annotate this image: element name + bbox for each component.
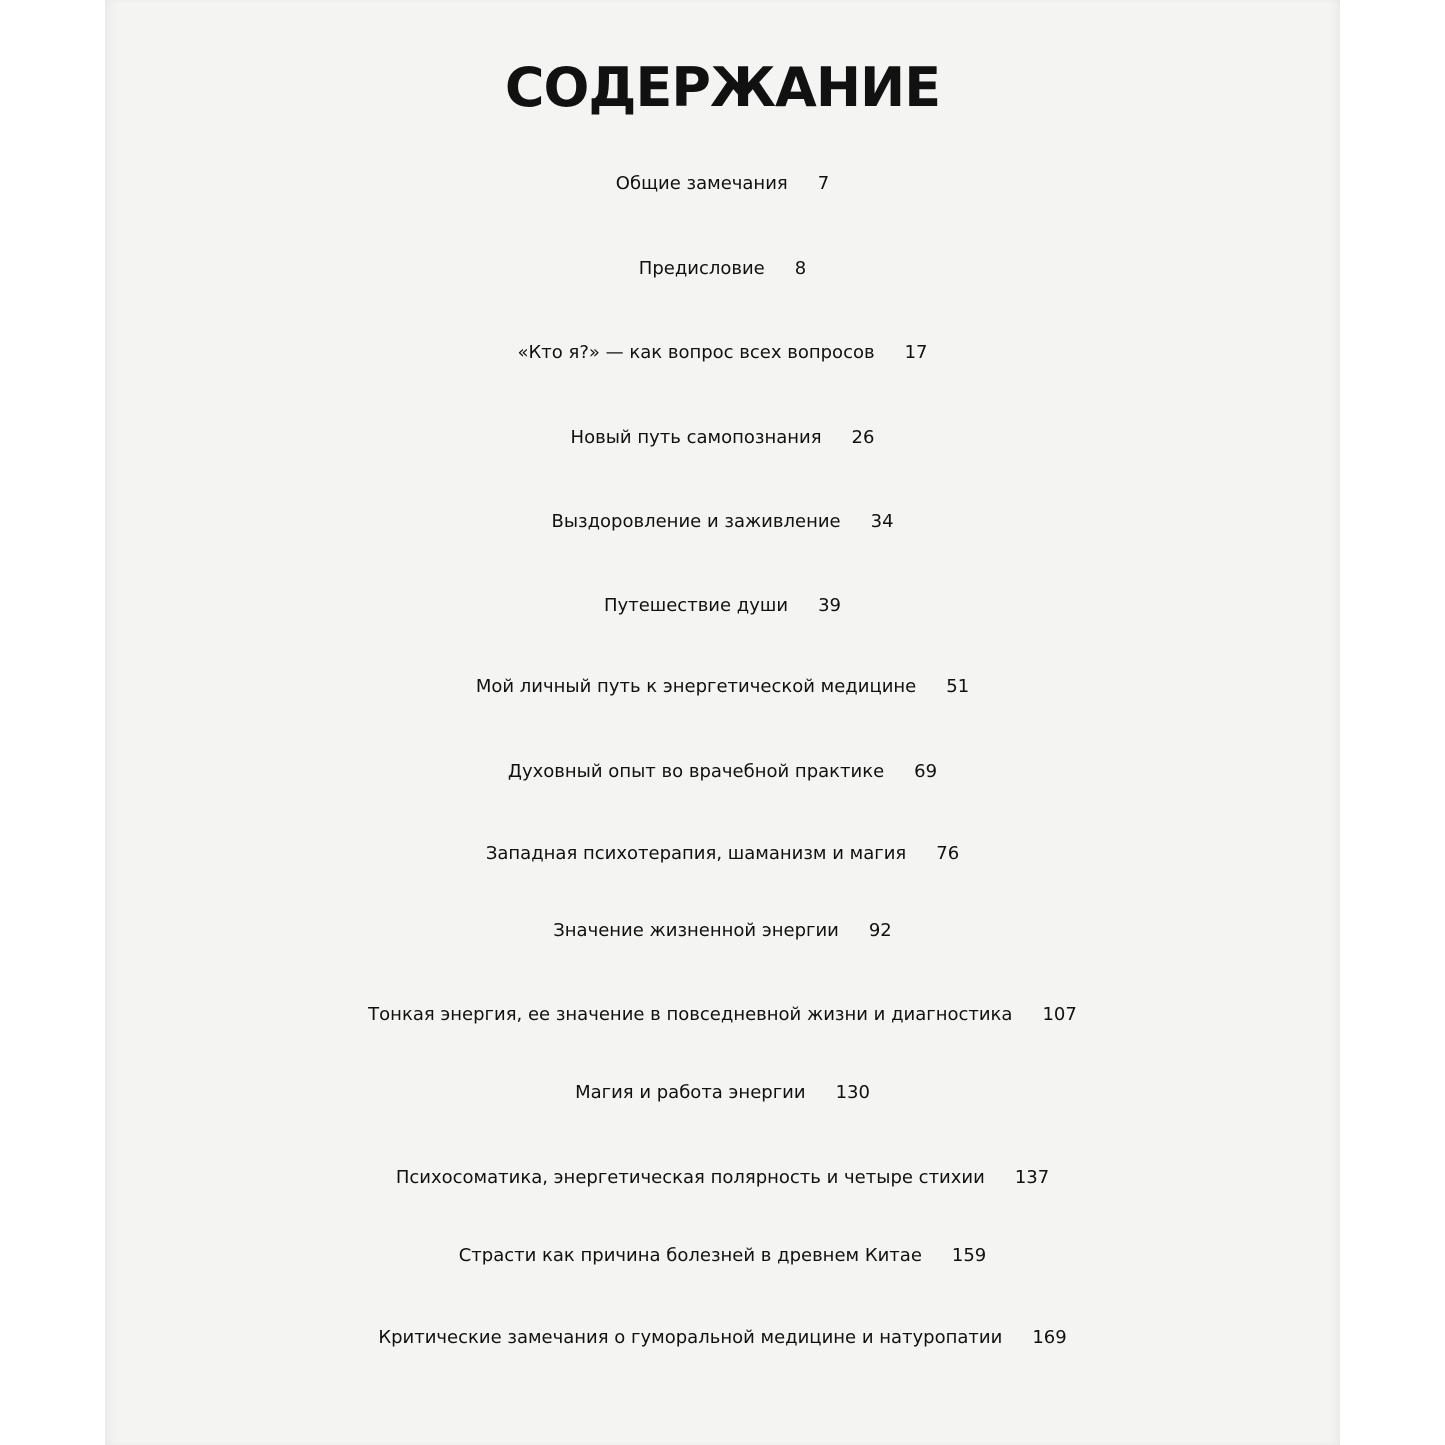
toc-entry	[0, 1236, 1445, 1276]
toc-entry	[0, 249, 1445, 289]
toc-entry-page: 69	[914, 761, 938, 782]
toc-entry-title: Страсти как причина болезней в древнем Китае	[458, 1245, 922, 1266]
toc-entry-title: Психосоматика, энергетическая полярность и четыре стихии	[395, 1167, 985, 1188]
toc-entry	[0, 586, 1445, 626]
toc-entry-page: 107	[1042, 1004, 1077, 1025]
toc-entry-title: Западная психотерапия, шаманизм и магия	[485, 843, 907, 864]
toc-entry-page: 159	[951, 1245, 987, 1266]
toc-entry-page: 51	[946, 676, 970, 697]
toc-entry-title: Общие замечания	[615, 173, 788, 194]
toc-entry	[0, 502, 1445, 542]
toc-entry-page: 137	[1014, 1167, 1050, 1188]
toc-entry-page: 169	[1032, 1327, 1067, 1348]
toc-entry-page: 76	[936, 843, 960, 864]
toc-entry-page: 39	[818, 595, 841, 616]
toc-entry	[0, 418, 1445, 458]
toc-entry-title: Выздоровление и заживление	[551, 511, 841, 532]
toc-entry-page: 17	[904, 342, 928, 363]
toc-entry-title: Духовный опыт во врачебной практике	[507, 761, 885, 782]
toc-entry-page: 92	[868, 920, 892, 941]
toc-entry	[0, 164, 1445, 204]
page-title: СОДЕРЖАНИЕ	[504, 56, 941, 119]
toc-entry-page: 26	[851, 427, 875, 448]
toc-entry-title: Предисловие	[638, 258, 765, 279]
toc-entry-page: 130	[835, 1082, 870, 1103]
toc-entry-title: Магия и работа энергии	[575, 1082, 806, 1103]
toc-entry-title: Новый путь самопознания	[570, 427, 822, 448]
toc-entry	[0, 1073, 1445, 1113]
toc-entry	[0, 752, 1445, 792]
toc-entry-page: 34	[870, 511, 894, 532]
toc-entry	[0, 333, 1445, 373]
toc-entry-title: «Кто я?» — как вопрос всех вопросов	[517, 342, 875, 363]
toc-entry-title: Мой личный путь к энергетической медицине	[475, 676, 917, 697]
toc-entry	[0, 834, 1445, 874]
toc-entry	[0, 1158, 1445, 1198]
toc-entry	[0, 667, 1445, 707]
toc-entry-title: Критические замечания о гуморальной медицине и натуропатии	[378, 1327, 1003, 1348]
toc-entry	[0, 911, 1445, 951]
toc-entry	[0, 1318, 1445, 1358]
toc-entry-title: Значение жизненной энергии	[553, 920, 839, 941]
toc-entry	[0, 995, 1445, 1035]
toc-entry-title: Путешествие души	[604, 595, 789, 616]
toc-entry-page: 7	[817, 173, 830, 194]
toc-entry-title: Тонкая энергия, ее значение в повседневной жизни и диагностика	[368, 1004, 1013, 1025]
toc-entry-page: 8	[794, 258, 807, 279]
